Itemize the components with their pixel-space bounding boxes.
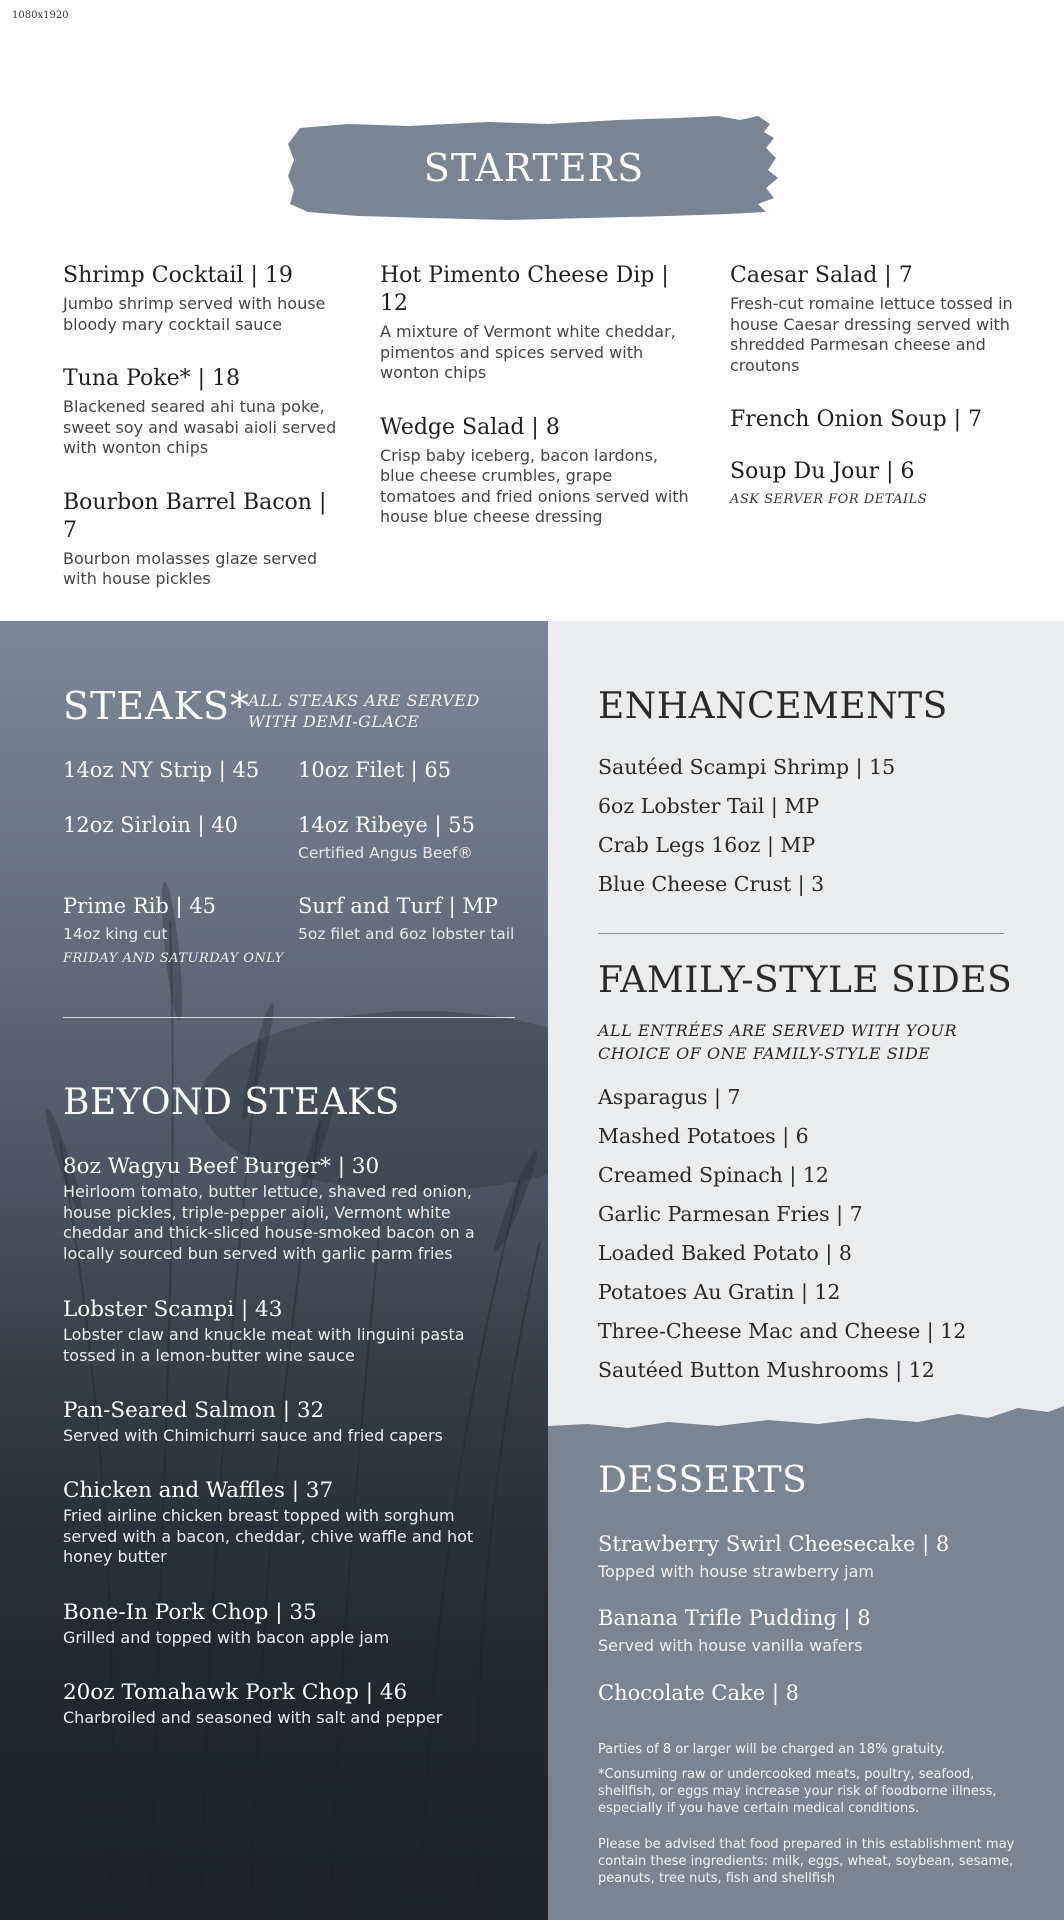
starters-column-3: [730, 262, 1020, 537]
menu-item: [63, 489, 338, 590]
item-description: Bourbon molasses glaze served with house pickles: [63, 548, 318, 588]
list-item: Sautéed Scampi Shrimp | 15: [598, 755, 896, 779]
steak-item: [298, 757, 451, 783]
allergen-notice: Please be advised that food prepared in this establishment may contain these ingredients: milk, eggs, wheat, soybean, sesame, peanuts, tree nuts, fish and shellfish: [598, 1837, 1015, 1886]
list-item: Sautéed Button Mushrooms | 12: [598, 1358, 935, 1382]
list-item: Garlic Parmesan Fries | 7: [598, 1202, 863, 1226]
steak-item: [63, 893, 284, 966]
section-divider: [63, 1017, 515, 1018]
item-description: Topped with house strawberry jam: [598, 1562, 874, 1581]
item-name: Bone-In Pork Chop | 35: [63, 1600, 317, 1625]
gratuity-notice: Parties of 8 or larger will be charged an 18% gratuity.: [598, 1742, 946, 1757]
item-name: 14oz NY Strip | 45: [63, 758, 260, 782]
starters-column-2: [380, 262, 690, 558]
list-item: Creamed Spinach | 12: [598, 1163, 829, 1187]
list-item: Loaded Baked Potato | 8: [598, 1241, 852, 1265]
enhancements-list: [598, 754, 895, 910]
item-name: Caesar Salad | 7: [730, 263, 913, 288]
item-description: A mixture of Vermont white cheddar, pimentos and spices served with wonton chips: [380, 322, 676, 382]
list-item: Asparagus | 7: [598, 1085, 741, 1109]
starters-heading: STARTERS: [423, 146, 645, 190]
item-subtitle: 14oz king cut: [63, 925, 168, 943]
item-description: Grilled and topped with bacon apple jam: [63, 1628, 390, 1647]
menu-item: [63, 365, 338, 459]
list-item: Crab Legs 16oz | MP: [598, 833, 816, 857]
consumption-warning: *Consuming raw or undercooked meats, poultry, seafood, shellfish, or eggs may increase your risk of foodborne illness, especially if you have certain medical conditions.: [598, 1767, 997, 1816]
item-name: 14oz Ribeye | 55: [298, 813, 475, 837]
item-name: Banana Trifle Pudding | 8: [598, 1606, 871, 1630]
enhancements-heading: ENHANCEMENTS: [598, 686, 948, 727]
item-description: Crisp baby iceberg, bacon lardons, blue cheese crumbles, grape tomatoes and fried onions served with house blue cheese dressing: [380, 445, 689, 526]
item-name: 20oz Tomahawk Pork Chop | 46: [63, 1680, 408, 1705]
steak-item: [298, 812, 475, 862]
steak-item: [298, 893, 514, 943]
item-name: 8oz Wagyu Beef Burger* | 30: [63, 1154, 380, 1179]
menu-item: [730, 406, 1020, 434]
item-name: Lobster Scampi | 43: [63, 1297, 283, 1322]
item-subtitle: Certified Angus Beef®: [298, 844, 473, 862]
item-name: Pan-Seared Salmon | 32: [63, 1398, 325, 1423]
item-note: FRIDAY AND SATURDAY ONLY: [63, 951, 284, 966]
item-name: Tuna Poke* | 18: [63, 366, 241, 391]
beyond-steaks-heading: BEYOND STEAKS: [63, 1082, 400, 1123]
dessert-item: [598, 1531, 1028, 1581]
sides-heading: FAMILY-STYLE SIDES: [598, 960, 1013, 1001]
list-item: Potatoes Au Gratin | 12: [598, 1280, 841, 1304]
item-description: Fresh-cut romaine lettuce tossed in house Caesar dressing served with shredded Parmesan cheese and croutons: [730, 294, 1013, 375]
item-name: 12oz Sirloin | 40: [63, 813, 238, 837]
item-name: Bourbon Barrel Bacon | 7: [63, 489, 327, 543]
starters-banner: [288, 114, 780, 222]
canvas-size-label: 1080x1920: [12, 10, 69, 21]
item-description: Lobster claw and knuckle meat with linguini pasta tossed in a lemon-butter wine sauce: [63, 1325, 465, 1365]
menu-item: [730, 458, 1020, 507]
sides-note: ALL ENTRÉES ARE SERVED WITH YOUR CHOICE OF ONE FAMILY-STYLE SIDE: [598, 1021, 958, 1063]
beyond-item: [63, 1296, 483, 1366]
dessert-item: [598, 1605, 1028, 1655]
list-item: Three-Cheese Mac and Cheese | 12: [598, 1319, 967, 1343]
item-name: Chicken and Waffles | 37: [63, 1478, 334, 1503]
starters-column-1: [63, 262, 338, 620]
item-name: Soup Du Jour | 6: [730, 459, 915, 484]
item-description: Heirloom tomato, butter lettuce, shaved red onion, house pickles, triple-pepper aioli, Vermont white cheddar and thick-sliced house-smoked bacon on a locally sourced bun served with garlic parm fries: [63, 1182, 475, 1263]
list-item: 6oz Lobster Tail | MP: [598, 794, 820, 818]
beyond-item: [63, 1153, 483, 1264]
menu-item: [63, 262, 338, 335]
item-name: Prime Rib | 45: [63, 894, 217, 918]
menu-item: [380, 262, 690, 384]
item-name: Strawberry Swirl Cheesecake | 8: [598, 1532, 950, 1556]
steak-item: [63, 757, 259, 783]
steak-item: [63, 812, 238, 838]
menu-item: [380, 414, 690, 528]
item-description: Served with house vanilla wafers: [598, 1636, 863, 1655]
item-name: 10oz Filet | 65: [298, 758, 452, 782]
item-name: Surf and Turf | MP: [298, 894, 498, 918]
item-name: Hot Pimento Cheese Dip | 12: [380, 263, 669, 316]
item-subtitle: 5oz filet and 6oz lobster tail: [298, 925, 515, 943]
item-description: Fried airline chicken breast topped with sorghum served with a bacon, cheddar, chive waffle and hot honey butter: [63, 1506, 474, 1567]
dessert-item: [598, 1680, 1028, 1707]
item-description: Charbroiled and seasoned with salt and pepper: [63, 1708, 443, 1727]
item-description: Jumbo shrimp served with house bloody mary cocktail sauce: [63, 294, 326, 334]
desserts-heading: DESSERTS: [598, 1460, 808, 1501]
item-description: Served with Chimichurri sauce and fried capers: [63, 1426, 443, 1445]
item-name: Wedge Salad | 8: [380, 414, 560, 440]
section-divider: [598, 933, 1004, 934]
list-item: Blue Cheese Crust | 3: [598, 872, 825, 896]
beyond-item: [63, 1397, 483, 1447]
beyond-item: [63, 1477, 483, 1568]
item-note: ASK SERVER FOR DETAILS: [730, 492, 928, 507]
list-item: Mashed Potatoes | 6: [598, 1124, 809, 1148]
item-name: French Onion Soup | 7: [730, 407, 983, 432]
menu-item: [730, 262, 1020, 376]
item-name: Shrimp Cocktail | 19: [63, 263, 293, 288]
item-name: Chocolate Cake | 8: [598, 1681, 799, 1705]
beyond-item: [63, 1679, 483, 1729]
item-description: Blackened seared ahi tuna poke, sweet soy and wasabi aioli served with wonton chips: [63, 397, 337, 457]
steaks-heading: STEAKS*: [63, 684, 250, 728]
sides-list: [598, 1084, 966, 1396]
steaks-note: ALL STEAKS ARE SERVED WITH DEMI-GLACE: [248, 691, 480, 731]
beyond-item: [63, 1599, 483, 1649]
